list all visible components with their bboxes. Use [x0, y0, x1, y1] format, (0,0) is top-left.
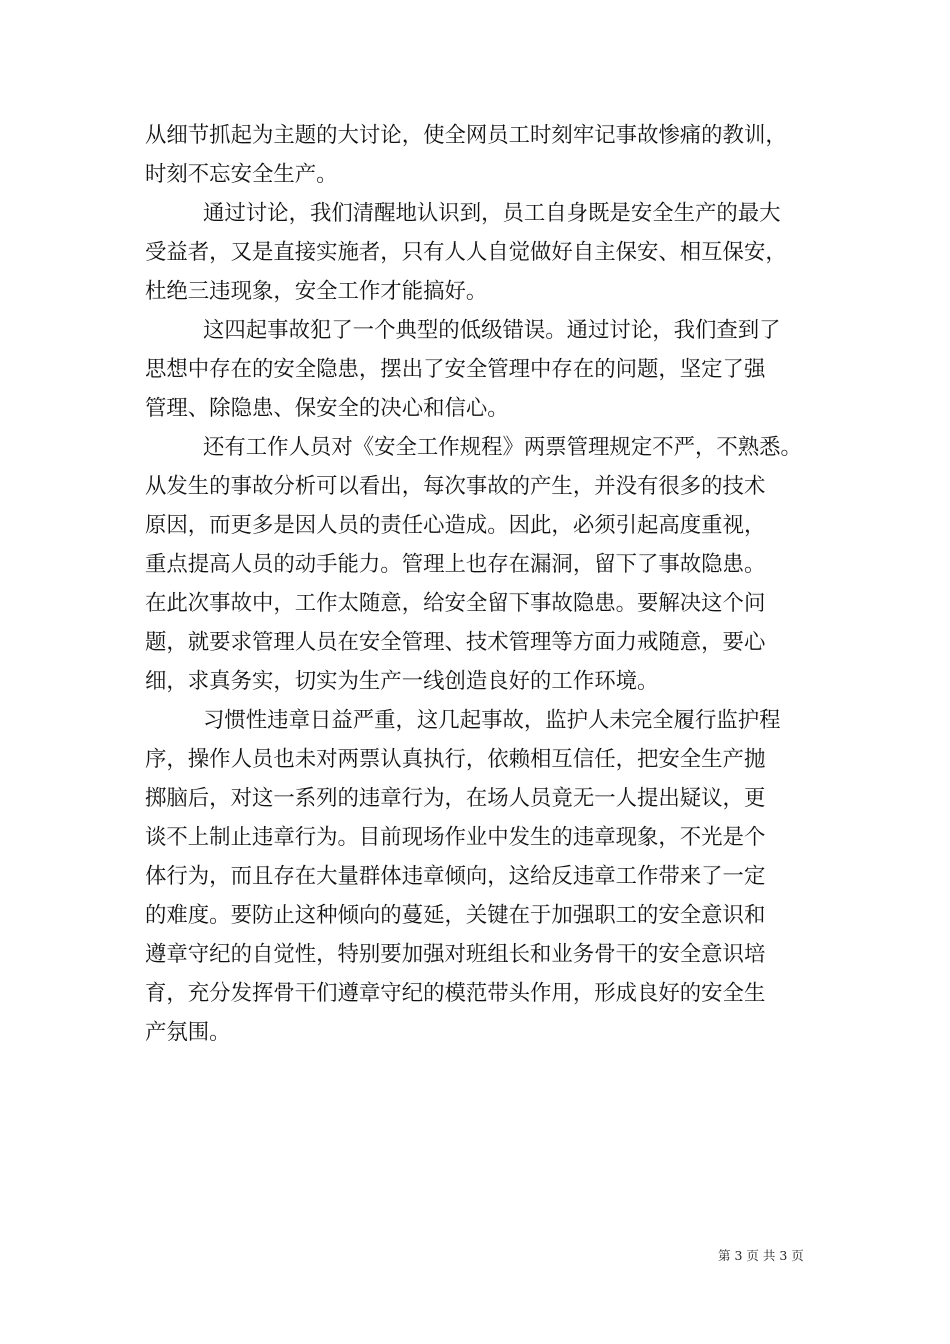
- paragraph-4-line-5: 在此次事故中，工作太随意，给安全留下事故隐患。要解决这个问: [145, 591, 766, 616]
- paragraph-5-line-7: 遵章守纪的自觉性，特别要加强对班组长和业务骨干的安全意识培: [145, 942, 766, 967]
- paragraph-5-line-3: 掷脑后，对这一系列的违章行为，在场人员竟无一人提出疑议，更: [145, 786, 766, 811]
- paragraph-2-line-1: 通过讨论，我们清醒地认识到，员工自身既是安全生产的最大: [203, 201, 781, 226]
- paragraph-4-line-6: 题，就要求管理人员在安全管理、技术管理等方面力戒随意，要心: [145, 630, 766, 655]
- paragraph-4-line-4: 重点提高人员的动手能力。管理上也存在漏洞，留下了事故隐患。: [145, 552, 766, 577]
- paragraph-1-line-2: 时刻不忘安全生产。: [145, 162, 338, 187]
- paragraph-3-line-2: 思想中存在的安全隐患，摆出了安全管理中存在的问题，坚定了强: [145, 357, 766, 382]
- paragraph-1-line-1: 从细节抓起为主题的大讨论，使全网员工时刻牢记事故惨痛的教训，: [145, 123, 787, 148]
- paragraph-5-line-6: 的难度。要防止这种倾向的蔓延，关键在于加强职工的安全意识和: [145, 903, 766, 928]
- paragraph-4-line-2: 从发生的事故分析可以看出，每次事故的产生，并没有很多的技术: [145, 474, 766, 499]
- document-body: [145, 116, 821, 1052]
- paragraph-4-line-1: 还有工作人员对《安全工作规程》两票管理规定不严，不熟悉。: [203, 435, 802, 460]
- paragraph-3-line-3: 管理、除隐患、保安全的决心和信心。: [145, 396, 509, 421]
- paragraph-5-line-2: 序，操作人员也未对两票认真执行，依赖相互信任，把安全生产抛: [145, 747, 766, 772]
- paragraph-4-line-3: 原因，而更多是因人员的责任心造成。因此，必须引起高度重视，: [145, 513, 766, 538]
- paragraph-2-line-3: 杜绝三违现象，安全工作才能搞好。: [145, 279, 488, 304]
- paragraph-5-line-5: 体行为，而且存在大量群体违章倾向，这给反违章工作带来了一定: [145, 864, 766, 889]
- paragraph-5-line-8: 育，充分发挥骨干们遵章守纪的模范带头作用，形成良好的安全生: [145, 981, 766, 1006]
- paragraph-3-line-1: 这四起事故犯了一个典型的低级错误。通过讨论，我们查到了: [203, 318, 781, 343]
- paragraph-4-line-7: 细，求真务实，切实为生产一线创造良好的工作环境。: [145, 669, 659, 694]
- paragraph-5-line-1: 习惯性违章日益严重，这几起事故，监护人未完全履行监护程: [203, 708, 781, 733]
- paragraph-5-line-4: 谈不上制止违章行为。目前现场作业中发生的违章现象，不光是个: [145, 825, 766, 850]
- page-number-footer: 第 3 页 共 3 页: [718, 1248, 804, 1263]
- paragraph-5-line-9: 产氛围。: [145, 1020, 231, 1045]
- paragraph-2-line-2: 受益者，又是直接实施者，只有人人自觉做好自主保安、相互保安，: [145, 240, 787, 265]
